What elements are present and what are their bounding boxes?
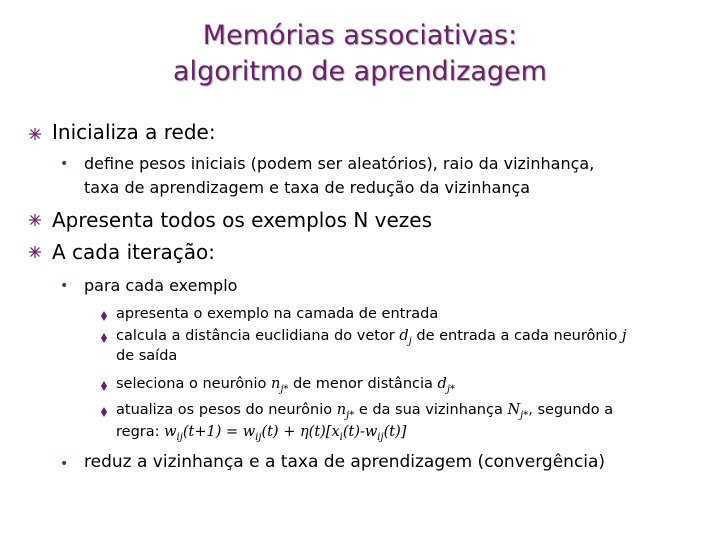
diamond-bullet-icon xyxy=(101,407,107,417)
step-calcula-cont: de saída xyxy=(116,348,178,364)
title-line-1: Memórias associativas: xyxy=(202,20,518,51)
step-apresenta: apresenta o exemplo na camada de entrada xyxy=(116,306,439,322)
dot-bullet: • xyxy=(60,456,69,472)
sub-init-line2: taxa de aprendizagem e taxa de redução da vizinhança xyxy=(84,178,531,197)
star-bullet-icon xyxy=(28,245,42,259)
diamond-bullet-icon xyxy=(101,381,107,391)
star-bullet-icon xyxy=(28,127,42,141)
item-apresenta: Apresenta todos os exemplos N vezes xyxy=(52,208,433,232)
item-inicializa: Inicializa a rede: xyxy=(52,120,216,144)
step-atualiza-regra: regra: $w_{ij}(t+1) = w_{ij}(t) + \eta(t)[x_i(t)-w_{ij}(t)]$ xyxy=(116,424,407,443)
diamond-bullet-icon xyxy=(101,333,107,343)
dot-bullet: • xyxy=(60,278,69,294)
sub-each-example: para cada exemplo xyxy=(84,276,238,295)
step-seleciona: seleciona o neurônio $n_{j*}$ de menor distância $d_{j*}$ xyxy=(116,376,455,395)
sub-init-line1: define pesos iniciais (podem ser aleatórios), raio da vizinhança, xyxy=(84,154,595,173)
slide-title xyxy=(0,18,720,90)
diamond-bullet-icon xyxy=(101,311,107,321)
title-line-2: algoritmo de aprendizagem xyxy=(173,56,547,87)
star-bullet-icon xyxy=(28,213,42,227)
item-a-cada-iteracao: A cada iteração: xyxy=(52,240,216,264)
step-calcula: calcula a distância euclidiana do vetor $d_j$ de entrada a cada neurônio j xyxy=(116,328,627,347)
step-atualiza: atualiza os pesos do neurônio $n_{j*}$ e da sua vizinhança $N_{j*}$, segundo a xyxy=(116,402,614,421)
sub-reduz: reduz a vizinhança e a taxa de aprendizagem (convergência) xyxy=(84,452,606,472)
dot-bullet: • xyxy=(60,156,69,172)
